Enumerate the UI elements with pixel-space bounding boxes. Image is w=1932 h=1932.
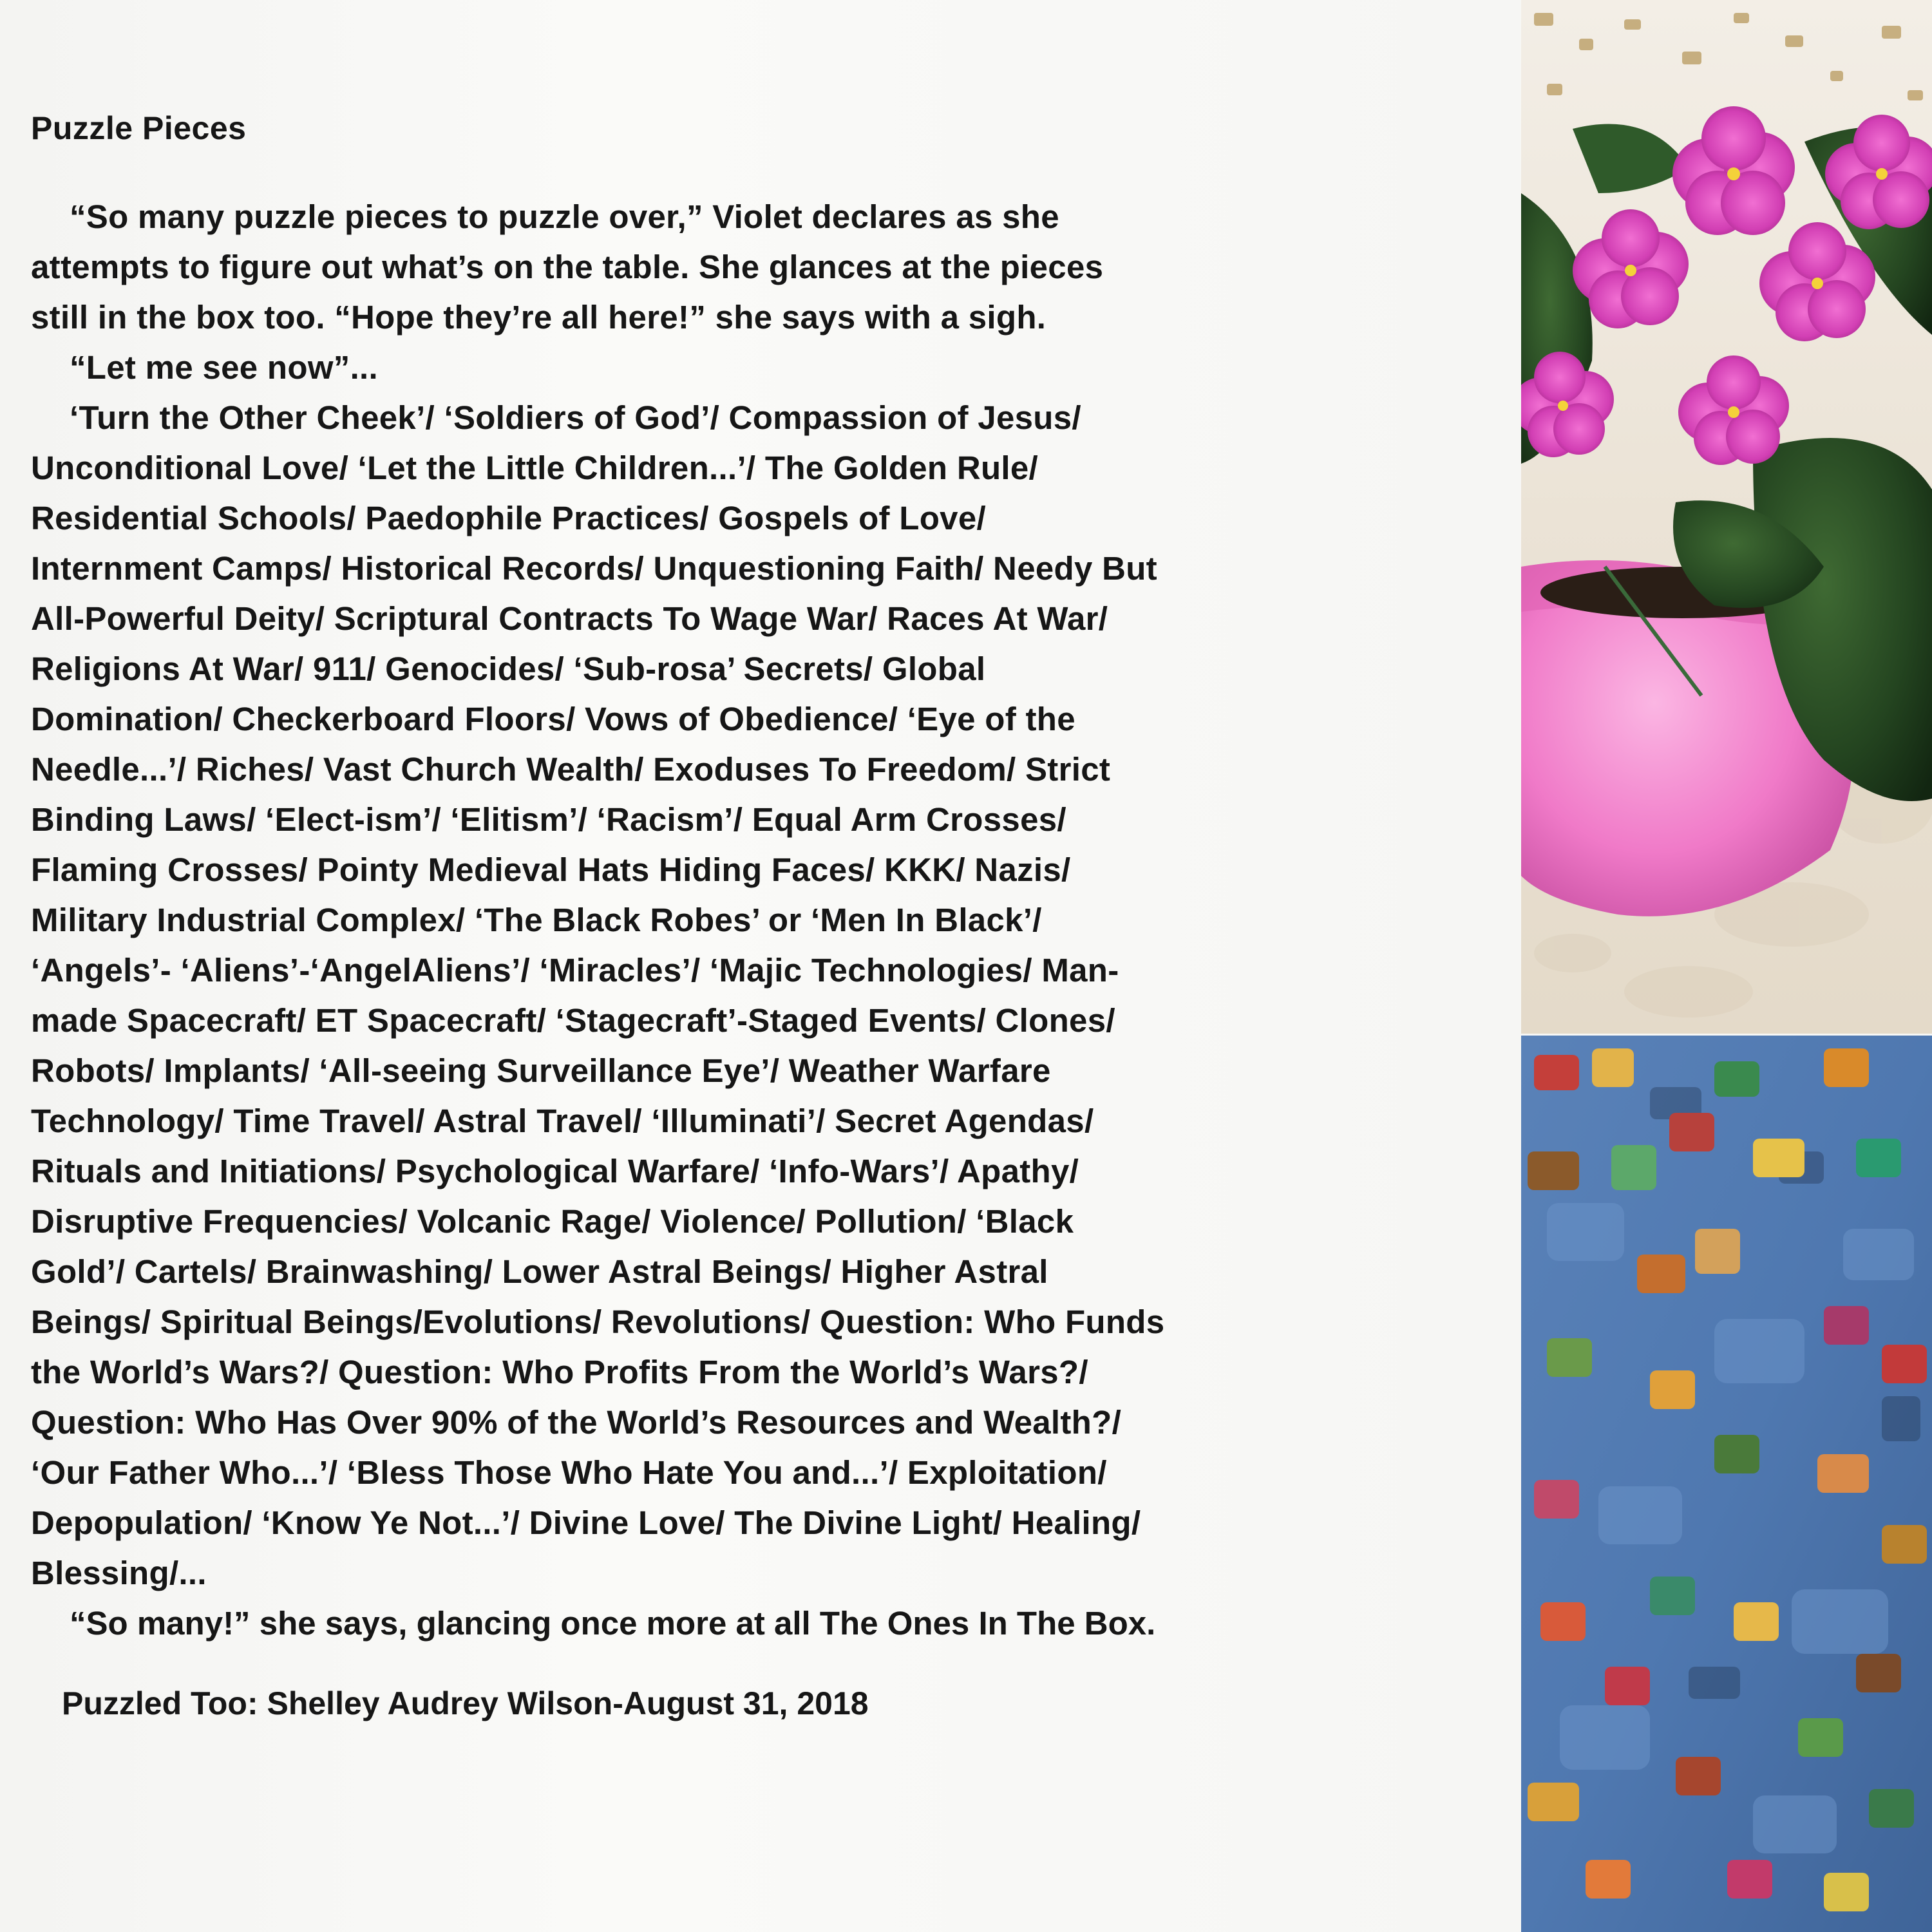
pieces-line: Depopulation/ ‘Know Ye Not...’/ Divine Love/ The Divine Light/ Healing/	[31, 1504, 1141, 1541]
pieces-line: Internment Camps/ Historical Records/ Unquestioning Faith/ Needy But	[31, 550, 1157, 587]
pieces-line: Needle...’/ Riches/ Vast Church Wealth/ Exoduses To Freedom/ Strict	[31, 751, 1111, 788]
pieces-line: Religions At War/ 911/ Genocides/ ‘Sub-rosa’ Secrets/ Global	[31, 650, 986, 687]
photo-column	[1521, 0, 1932, 1932]
page-title: Puzzle Pieces	[31, 110, 247, 146]
pieces-line: Residential Schools/ Paedophile Practices/ Gospels of Love/	[31, 500, 986, 536]
signature-line: Puzzled Too: Shelley Audrey Wilson-August 31, 2018	[62, 1685, 869, 1721]
pieces-line: Beings/ Spiritual Beings/Evolutions/ Revolutions/ Question: Who Funds	[31, 1303, 1165, 1340]
african-violet-image	[1521, 0, 1932, 1034]
pieces-line: made Spacecraft/ ET Spacecraft/ ‘Stagecraft’-Staged Events/ Clones/	[31, 1002, 1115, 1039]
pieces-line: Disruptive Frequencies/ Volcanic Rage/ Violence/ Pollution/ ‘Black	[31, 1203, 1074, 1240]
let-me-see-line: “Let me see now”...	[70, 349, 378, 386]
puzzle-pieces-list	[31, 393, 1448, 1598]
pieces-line: Question: Who Has Over 90% of the World’s Resources and Wealth?/	[31, 1404, 1122, 1441]
opening-line: attempts to figure out what’s on the table. She glances at the pieces	[31, 249, 1104, 285]
closing-line: “So many!” she says, glancing once more at all The Ones In The Box.	[70, 1605, 1156, 1642]
pieces-line: All-Powerful Deity/ Scriptural Contracts To Wage War/ Races At War/	[31, 600, 1108, 637]
pieces-line: Flaming Crosses/ Pointy Medieval Hats Hiding Faces/ KKK/ Nazis/	[31, 851, 1071, 888]
pieces-line: Rituals and Initiations/ Psychological Warfare/ ‘Info-Wars’/ Apathy/	[31, 1153, 1079, 1189]
pieces-line: ‘Our Father Who...’/ ‘Bless Those Who Hate You and...’/ Exploitation/	[31, 1454, 1107, 1491]
african-violet-photo	[1521, 0, 1932, 1034]
jigsaw-pieces-image	[1521, 1036, 1932, 1932]
pieces-line: Military Industrial Complex/ ‘The Black Robes’ or ‘Men In Black’/	[31, 902, 1042, 938]
pieces-line: Binding Laws/ ‘Elect-ism’/ ‘Elitism’/ ‘Racism’/ Equal Arm Crosses/	[31, 801, 1066, 838]
pieces-line: Technology/ Time Travel/ Astral Travel/ ‘Illuminati’/ Secret Agendas/	[31, 1103, 1094, 1139]
opening-line: “So many puzzle pieces to puzzle over,” Violet declares as she	[70, 198, 1059, 235]
pieces-line: Blessing/...	[31, 1555, 207, 1591]
pieces-line: ‘Turn the Other Cheek’/ ‘Soldiers of God’/ Compassion of Jesus/	[70, 399, 1081, 436]
pieces-line: Robots/ Implants/ ‘All-seeing Surveillance Eye’/ Weather Warfare	[31, 1052, 1051, 1089]
jigsaw-pieces-photo	[1521, 1036, 1932, 1932]
pieces-line: ‘Angels’- ‘Aliens’-‘AngelAliens’/ ‘Miracles’/ ‘Majic Technologies/ Man-	[31, 952, 1119, 989]
pieces-line: Gold’/ Cartels/ Brainwashing/ Lower Astral Beings/ Higher Astral	[31, 1253, 1048, 1290]
opening-line: still in the box too. “Hope they’re all here!” she says with a sigh.	[31, 299, 1046, 336]
poem-text-block	[31, 109, 1448, 1722]
pieces-line: the World’s Wars?/ Question: Who Profits From the World’s Wars?/	[31, 1354, 1088, 1390]
pieces-line: Unconditional Love/ ‘Let the Little Children...’/ The Golden Rule/	[31, 450, 1039, 486]
pieces-line: Domination/ Checkerboard Floors/ Vows of Obedience/ ‘Eye of the	[31, 701, 1075, 737]
